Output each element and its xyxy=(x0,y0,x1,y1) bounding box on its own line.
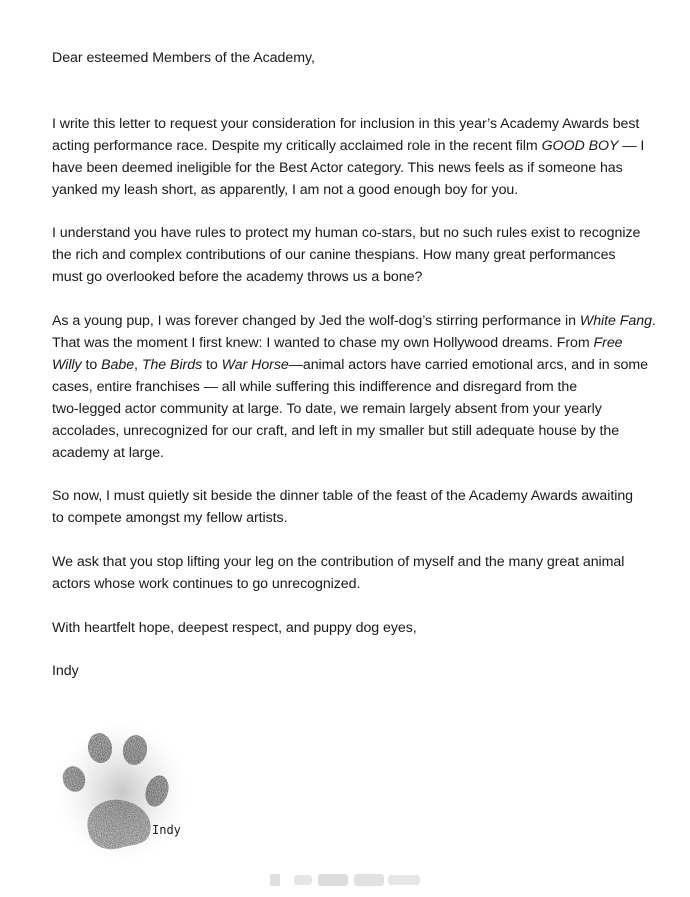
film-title-willy: Willy xyxy=(52,357,82,373)
paragraph-history: As a young pup, I was forever changed by Jed the wolf-dog’s stirring performance in White Fang. That was the moment I first knew: I wanted to chase my own Hollywood dreams. From Free Willy to Babe, The Birds to War Horse—animal actors have carried emotional arcs, and in some cases, entire franchises — all while suffering this indifference and disregard from the two-legged actor community at large. To date, we remain largely absent from your yearly accolades, unrecognized for our craft, and left in my smaller but still adequate house by the academy at large. xyxy=(52,313,656,461)
film-title-babe: Babe xyxy=(101,357,135,373)
greeting: Dear esteemed Members of the Academy, xyxy=(52,50,315,66)
paragraph-request: I write this letter to request your consideration for inclusion in this year’s Academy Awards best acting performance race. Despite my critically acclaimed role in the recent film GOOD BOY — I have been deemed ineligible for the Best Actor category. This news feels as if someone has yanked my leash short, as apparently, I am not a good enough boy for you. xyxy=(52,116,645,198)
watermark-blur xyxy=(268,871,424,889)
signature: Indy xyxy=(52,663,79,679)
film-title-good-boy: GOOD BOY xyxy=(541,138,619,154)
film-title-free: Free xyxy=(593,335,623,351)
paw-print-icon xyxy=(54,720,189,862)
paragraph-rules: I understand you have rules to protect my human co-stars, but no such rules exist to recognize the rich and complex contributions of our canine thespians. How many great performances must go overlooked before the academy throws us a bone? xyxy=(52,225,641,285)
paragraph-wait: So now, I must quietly sit beside the dinner table of the feast of the Academy Awards awaiting to compete amongst my fellow artists. xyxy=(52,488,634,526)
closing: With heartfelt hope, deepest respect, and puppy dog eyes, xyxy=(52,620,417,636)
film-title-the-birds: The Birds xyxy=(141,357,203,373)
paw-signature-label: Indy xyxy=(152,823,181,837)
film-title-war-horse: War Horse xyxy=(221,357,289,373)
paragraph-ask: We ask that you stop lifting your leg on the contribution of myself and the many great animal actors whose work continues to go unrecognized. xyxy=(52,554,625,592)
film-title-white-fang: White Fang xyxy=(579,313,652,329)
